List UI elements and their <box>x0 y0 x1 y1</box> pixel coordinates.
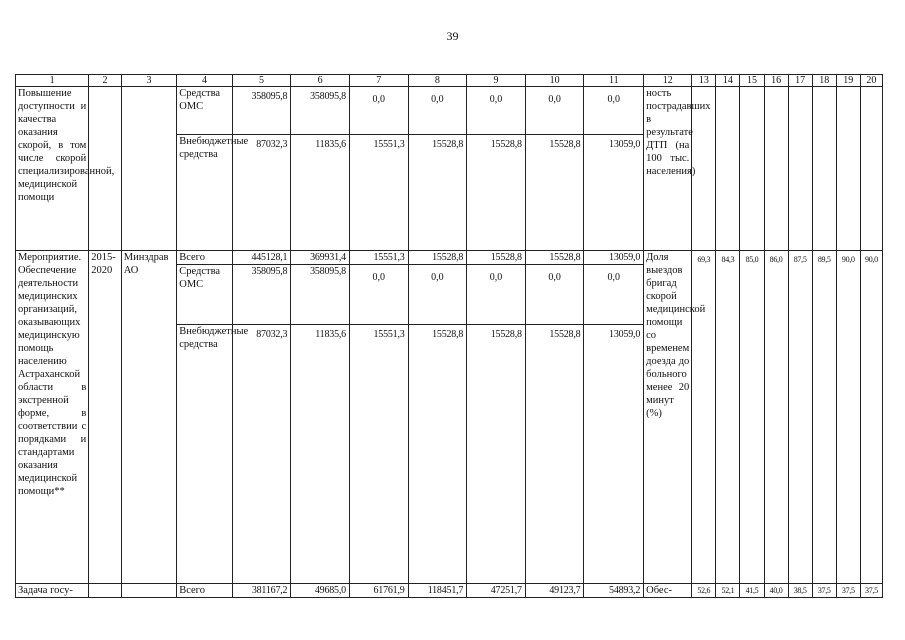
indicator-cell: 52,1 <box>716 584 740 598</box>
indicator-cell: 38,5 <box>788 584 812 598</box>
header-cell: 9 <box>467 75 526 87</box>
value-cell: 15528,8 <box>467 251 526 265</box>
value-cell: 15528,8 <box>525 325 584 584</box>
value-cell: 15528,8 <box>408 325 467 584</box>
value-cell: 13059,0 <box>584 251 644 265</box>
header-cell: 15 <box>740 75 764 87</box>
period-cell <box>89 584 121 598</box>
indicator-cell <box>740 87 764 251</box>
indicator-description-cell: Доля выездов бригад скорой медицинской помощи со временем доезда до больного менее 20 минут (%) <box>644 251 692 584</box>
value-cell: 11835,6 <box>291 135 350 251</box>
value-cell: 358095,8 <box>232 265 291 325</box>
value-cell: 0,0 <box>408 87 467 135</box>
indicator-cell: 90,0 <box>836 251 860 584</box>
executor-cell: Минздрав АО <box>121 251 176 584</box>
header-cell: 4 <box>177 75 232 87</box>
indicator-cell <box>716 87 740 251</box>
value-cell: 358095,8 <box>232 87 291 135</box>
header-cell: 10 <box>525 75 584 87</box>
value-cell: 15551,3 <box>349 251 408 265</box>
indicator-cell: 37,5 <box>812 584 836 598</box>
indicator-cell <box>764 87 788 251</box>
value-cell: 358095,8 <box>291 87 350 135</box>
value-cell: 15528,8 <box>467 135 526 251</box>
header-cell: 7 <box>349 75 408 87</box>
value-cell: 87032,3 <box>232 135 291 251</box>
indicator-cell: 69,3 <box>692 251 716 584</box>
value-cell: 0,0 <box>467 265 526 325</box>
value-cell: 15551,3 <box>349 325 408 584</box>
value-cell: 0,0 <box>584 87 644 135</box>
indicator-cell <box>860 87 882 251</box>
task-description-cell: Повышение доступности и качества оказания скорой, в том числе скорой специализированной, медицинской помощи <box>16 87 89 251</box>
indicator-cell: 90,0 <box>860 251 882 584</box>
value-cell: 54893,2 <box>584 584 644 598</box>
executor-cell <box>121 87 176 251</box>
value-cell: 369931,4 <box>291 251 350 265</box>
indicator-cell: 41,5 <box>740 584 764 598</box>
header-cell: 8 <box>408 75 467 87</box>
header-cell: 16 <box>764 75 788 87</box>
header-cell: 14 <box>716 75 740 87</box>
indicator-cell: 40,0 <box>764 584 788 598</box>
header-cell: 18 <box>812 75 836 87</box>
value-cell: 118451,7 <box>408 584 467 598</box>
funding-source-cell: Средства ОМС <box>177 87 232 135</box>
value-cell: 15528,8 <box>525 251 584 265</box>
value-cell: 47251,7 <box>467 584 526 598</box>
value-cell: 0,0 <box>525 87 584 135</box>
program-table <box>15 74 883 598</box>
header-cell: 2 <box>89 75 121 87</box>
header-cell: 3 <box>121 75 176 87</box>
task-description-cell: Задача госу- <box>16 584 89 598</box>
period-cell: 2015-2020 <box>89 251 121 584</box>
header-cell: 13 <box>692 75 716 87</box>
value-cell: 0,0 <box>584 265 644 325</box>
funding-source-cell: Всего <box>177 584 232 598</box>
value-cell: 445128,1 <box>232 251 291 265</box>
header-cell: 12 <box>644 75 692 87</box>
value-cell: 15528,8 <box>467 325 526 584</box>
value-cell: 49685,0 <box>291 584 350 598</box>
value-cell: 15528,8 <box>408 135 467 251</box>
value-cell: 0,0 <box>467 87 526 135</box>
value-cell: 358095,8 <box>291 265 350 325</box>
header-cell: 17 <box>788 75 812 87</box>
value-cell: 87032,3 <box>232 325 291 584</box>
funding-source-cell: Средства ОМС <box>177 265 232 325</box>
indicator-cell: 37,5 <box>836 584 860 598</box>
header-cell: 19 <box>836 75 860 87</box>
header-cell: 6 <box>291 75 350 87</box>
value-cell: 11835,6 <box>291 325 350 584</box>
value-cell: 61761,9 <box>349 584 408 598</box>
funding-source-cell: Внебюджетные средства <box>177 135 232 251</box>
page-number: 39 <box>446 29 459 43</box>
indicator-cell: 86,0 <box>764 251 788 584</box>
funding-source-cell: Всего <box>177 251 232 265</box>
value-cell: 15551,3 <box>349 135 408 251</box>
value-cell: 381167,2 <box>232 584 291 598</box>
indicator-cell: 84,3 <box>716 251 740 584</box>
indicator-cell: 52,6 <box>692 584 716 598</box>
value-cell: 0,0 <box>349 265 408 325</box>
indicator-description-cell: Обес- <box>644 584 692 598</box>
value-cell: 13059,0 <box>584 325 644 584</box>
header-cell: 20 <box>860 75 882 87</box>
executor-cell <box>121 584 176 598</box>
value-cell: 49123,7 <box>525 584 584 598</box>
header-row <box>16 75 883 87</box>
indicator-cell: 37,5 <box>860 584 882 598</box>
indicator-cell <box>836 87 860 251</box>
indicator-cell: 87,5 <box>788 251 812 584</box>
table-row <box>16 584 883 598</box>
header-cell: 11 <box>584 75 644 87</box>
table-row <box>16 251 883 265</box>
value-cell: 13059,0 <box>584 135 644 251</box>
header-cell: 1 <box>16 75 89 87</box>
funding-source-cell: Внебюджетные средства <box>177 325 232 584</box>
table-row <box>16 87 883 135</box>
value-cell: 0,0 <box>525 265 584 325</box>
value-cell: 15528,8 <box>408 251 467 265</box>
value-cell: 0,0 <box>349 87 408 135</box>
value-cell: 15528,8 <box>525 135 584 251</box>
measure-description-cell: Мероприятие. Обеспечение деятельности медицинских организаций, оказывающих медицинскую помощь населению Астраханской области в экстренной форме, в соответствии с порядками и стандартами оказания медицинской помощи** <box>16 251 89 584</box>
indicator-description-cell: ность пострадавших в результате ДТП (на 100 тыс. населения) <box>644 87 692 251</box>
indicator-cell: 85,0 <box>740 251 764 584</box>
indicator-cell <box>788 87 812 251</box>
indicator-cell: 89,5 <box>812 251 836 584</box>
header-cell: 5 <box>232 75 291 87</box>
indicator-cell <box>812 87 836 251</box>
value-cell: 0,0 <box>408 265 467 325</box>
